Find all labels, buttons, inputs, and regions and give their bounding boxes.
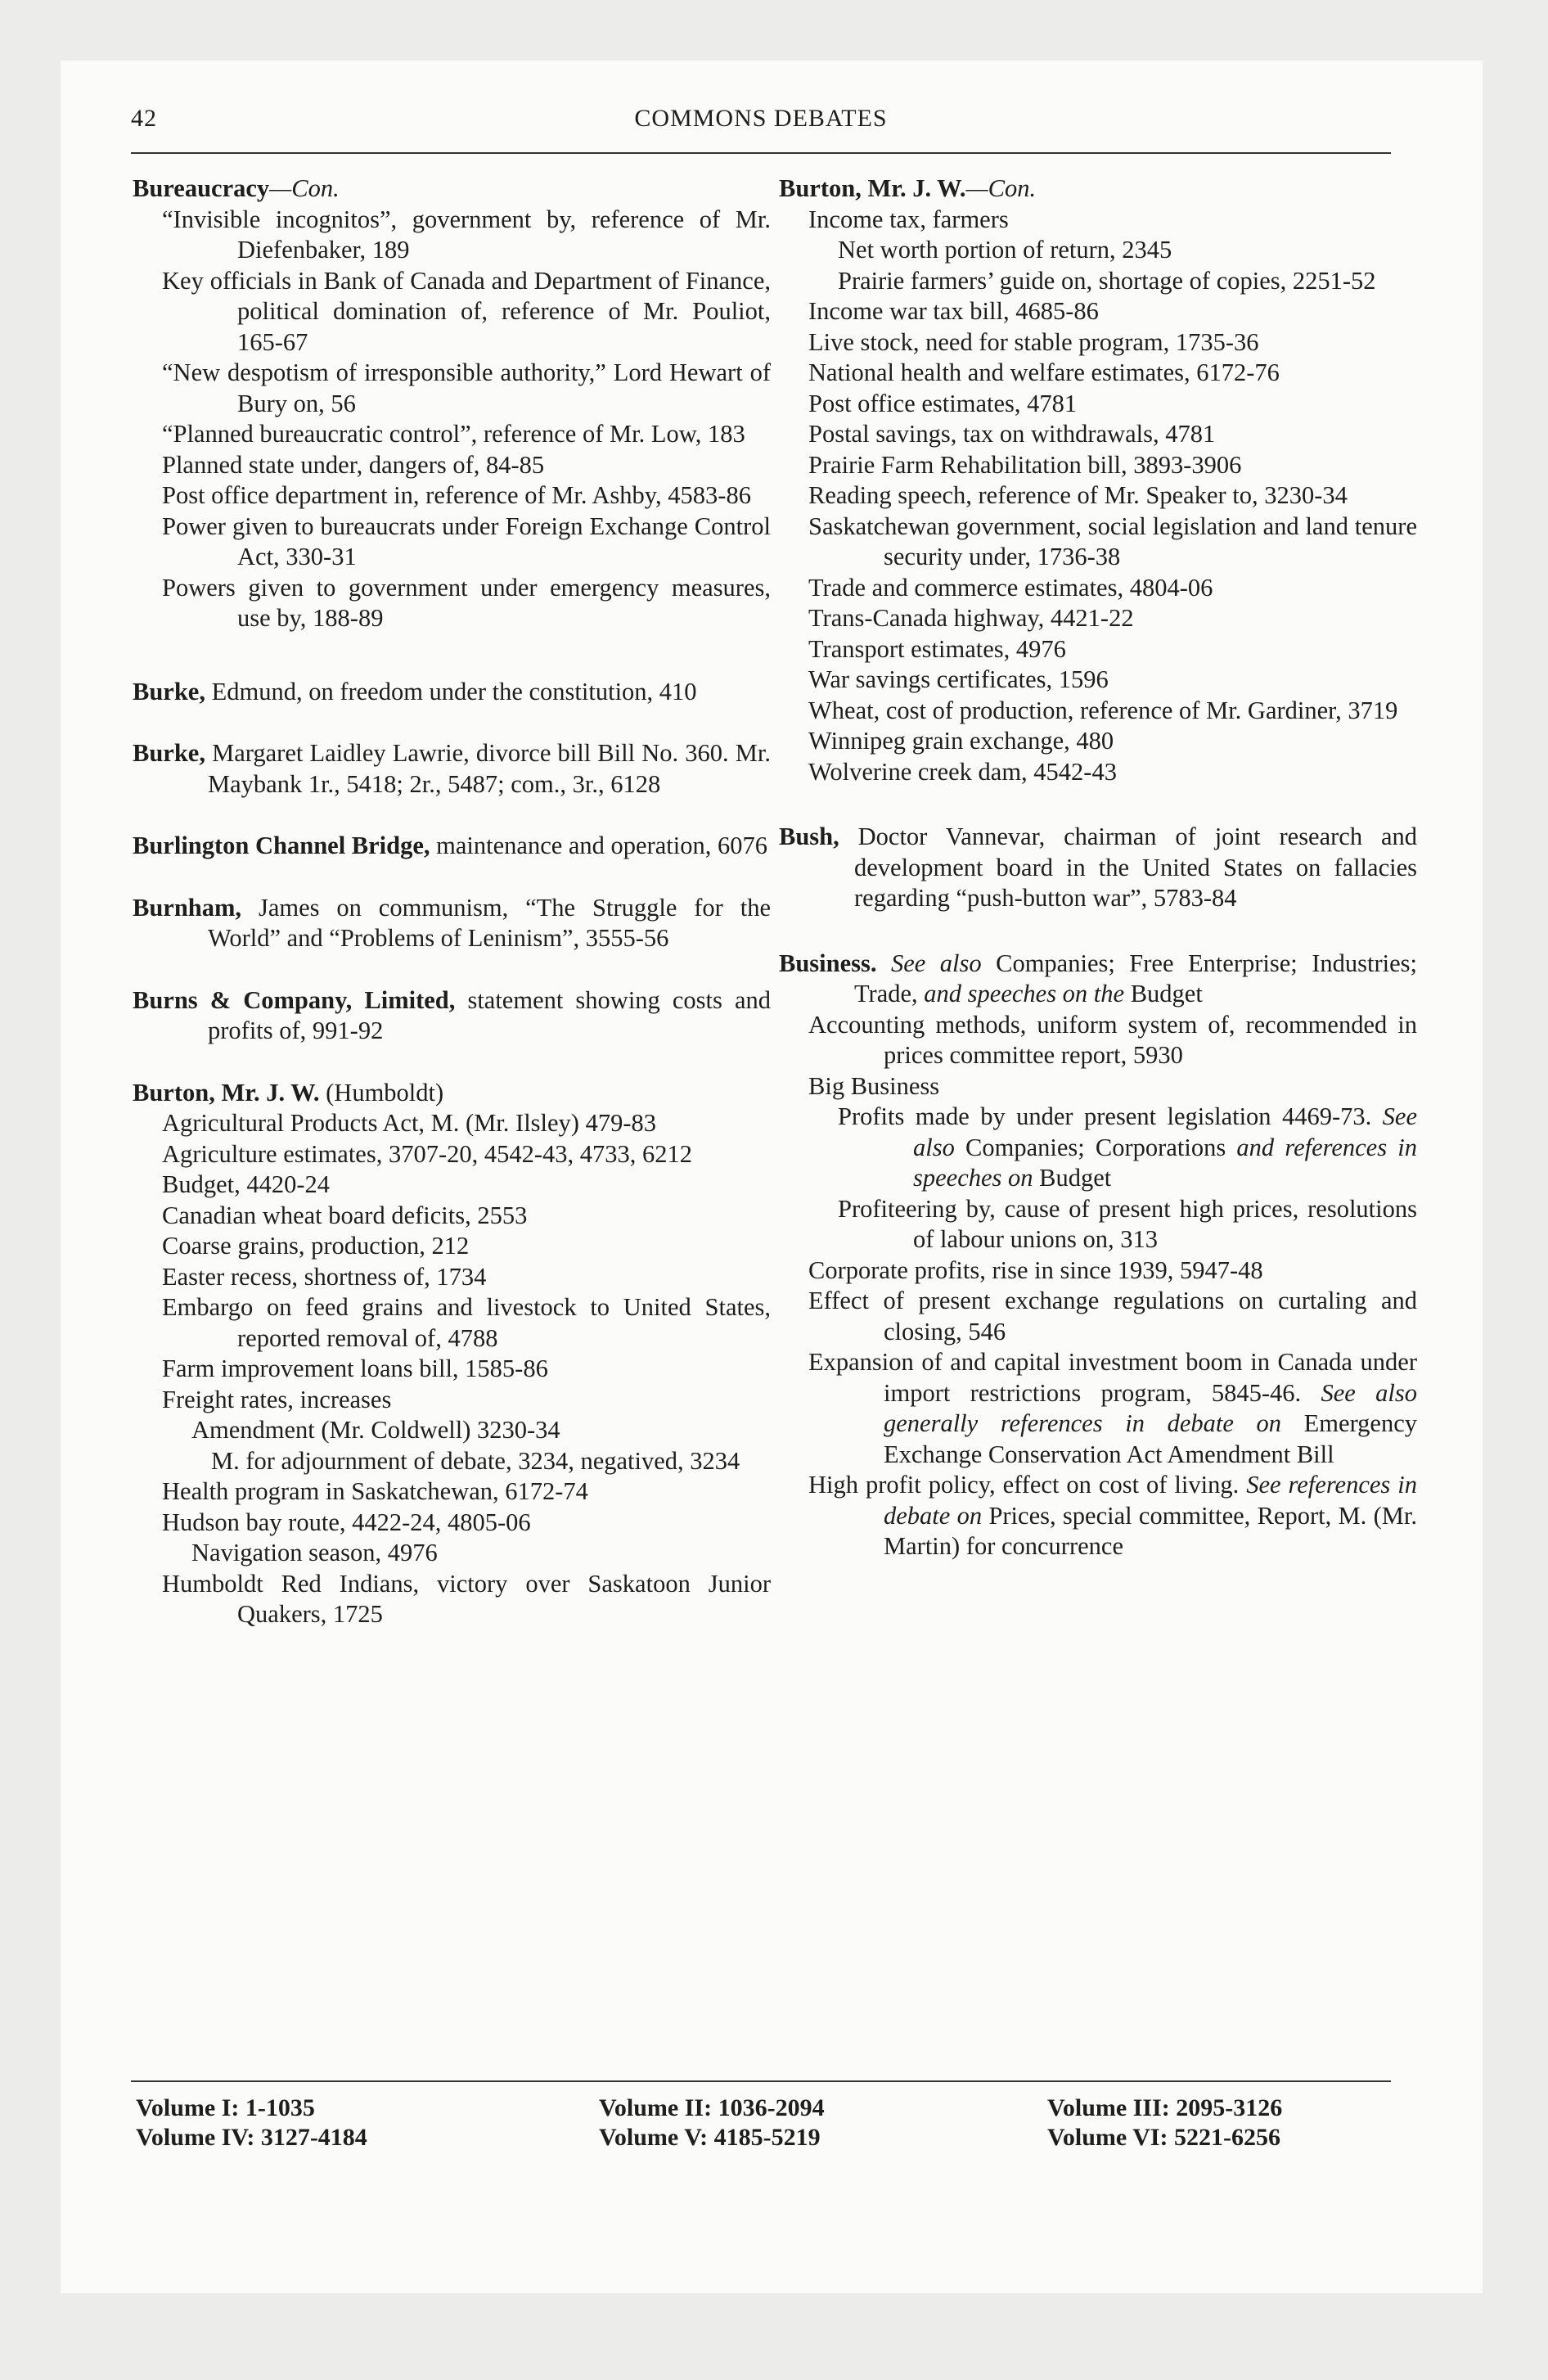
entry-text: Prices, special committee, Report, M. (Mr. Martin) for concurrence bbox=[884, 1501, 1417, 1560]
entry-text: Budget bbox=[1033, 1164, 1112, 1192]
footer-col-3 bbox=[1047, 2094, 1282, 2152]
index-entry-business bbox=[779, 949, 1417, 1562]
subentry: Agriculture estimates, 3707-20, 4542-43, 4733, 6212 bbox=[162, 1139, 693, 1168]
entry-text: statement showing costs and profits of, 991-92 bbox=[208, 985, 771, 1044]
index-entry-burton-continued bbox=[779, 174, 1417, 787]
entry-continued: —Con. bbox=[269, 174, 340, 202]
entry-heading: Burton, Mr. J. W. bbox=[779, 174, 966, 202]
subentry: Prairie farmers’ guide on, shortage of copies, 2251-52 bbox=[838, 266, 1376, 295]
subentry: Coarse grains, production, 212 bbox=[162, 1232, 470, 1260]
subentry: “Planned bureaucratic control”, reference of Mr. Low, 183 bbox=[162, 420, 745, 448]
subentry: Agricultural Products Act, M. (Mr. Ilsley) 479-83 bbox=[162, 1109, 656, 1137]
index-entry-burke-margaret bbox=[133, 738, 771, 800]
index-entry-burton bbox=[133, 1078, 771, 1630]
volume-footer bbox=[131, 2094, 1391, 2159]
subentry: M. for adjournment of debate, 3234, negatived, 3234 bbox=[211, 1446, 740, 1475]
subentry: Transport estimates, 4976 bbox=[808, 634, 1066, 663]
volume-range: Volume IV: 3127-4184 bbox=[136, 2124, 367, 2151]
subentry bbox=[779, 1347, 1417, 1470]
entry-italic: and references in speeches on bbox=[913, 1133, 1417, 1192]
subentry: Post office department in, reference of Mr. Ashby, 4583-86 bbox=[162, 481, 751, 509]
subentry: Income tax, farmers bbox=[808, 205, 1009, 233]
subentry-list bbox=[133, 1108, 771, 1630]
volume-range: Volume VI: 5221-6256 bbox=[1047, 2124, 1281, 2151]
index-entry-burns-company bbox=[133, 985, 771, 1047]
entry-text: Edmund, on freedom under the constitution, 410 bbox=[205, 677, 697, 705]
subentry: Profiteering by, cause of present high prices, resolutions of labour unions on, 313 bbox=[838, 1194, 1417, 1253]
entry-italic: See references in debate on bbox=[884, 1471, 1417, 1530]
subentry: Net worth portion of return, 2345 bbox=[838, 236, 1172, 264]
entry-text: Emergency Exchange Conservation Act Amendment Bill bbox=[884, 1409, 1417, 1468]
subentry: Live stock, need for stable program, 1735-36 bbox=[808, 327, 1259, 356]
entry-heading: Burlington Channel Bridge, bbox=[133, 832, 430, 859]
subentry: Reading speech, reference of Mr. Speaker to, 3230-34 bbox=[808, 481, 1348, 509]
entry-italic: See also generally references in debate on bbox=[884, 1378, 1417, 1437]
entry-constituency: (Humboldt) bbox=[319, 1078, 444, 1107]
subentry: Wolverine creek dam, 4542-43 bbox=[808, 757, 1117, 786]
entry-text: Margaret Laidley Lawrie, divorce bill Bill No. 360. Mr. Maybank 1r., 5418; 2r., 5487; com., 3r., 6128 bbox=[205, 739, 771, 798]
subentry: Embargo on feed grains and livestock to United States, reported removal of, 4788 bbox=[162, 1293, 771, 1352]
index-entry-burke-edmund bbox=[133, 677, 771, 708]
entry-text: Doctor Vannevar, chairman of joint research and development board in the United States on fallacies regarding “push-button war”, 5783-84 bbox=[839, 823, 1417, 912]
entry-text: Profits made by under present legislation 4469-73. bbox=[838, 1102, 1372, 1130]
subentry: Budget, 4420-24 bbox=[162, 1170, 331, 1198]
subentry: War savings certificates, 1596 bbox=[808, 665, 1109, 693]
subentry: Winnipeg grain exchange, 480 bbox=[808, 727, 1114, 755]
running-head bbox=[131, 105, 1391, 144]
index-entry-bureaucracy bbox=[133, 174, 771, 634]
subentry bbox=[779, 1102, 1417, 1194]
subentry: Easter recess, shortness of, 1734 bbox=[162, 1262, 487, 1291]
subentry: Big Business bbox=[808, 1071, 940, 1100]
index-entry-bush bbox=[779, 822, 1417, 914]
subentry: Prairie Farm Rehabilitation bill, 3893-3906 bbox=[808, 450, 1242, 479]
entry-heading: Burnham, bbox=[133, 893, 242, 922]
entry-heading: Burns & Company, Limited, bbox=[133, 985, 456, 1014]
entry-text: James on communism, “The Struggle for the World” and “Problems of Leninism”, 3555-56 bbox=[208, 893, 771, 952]
subentry: Post office estimates, 4781 bbox=[808, 389, 1078, 417]
see-also: See also bbox=[876, 949, 982, 977]
entry-text: maintenance and operation, 6076 bbox=[430, 832, 767, 859]
subentry: “New despotism of irresponsible authority,” Lord Hewart of Bury on, 56 bbox=[162, 358, 771, 417]
index-column-right bbox=[779, 174, 1417, 1562]
subentry: Amendment (Mr. Coldwell) 3230-34 bbox=[191, 1416, 560, 1444]
subentry: Canadian wheat board deficits, 2553 bbox=[162, 1201, 528, 1229]
entry-heading: Bush, bbox=[779, 823, 839, 850]
footer-col-2 bbox=[599, 2094, 825, 2152]
index-entry-burnham bbox=[133, 893, 771, 954]
subentry: Planned state under, dangers of, 84-85 bbox=[162, 450, 545, 479]
subentry: Income war tax bill, 4685-86 bbox=[808, 297, 1099, 325]
entry-heading: Burke, bbox=[133, 677, 205, 705]
entry-continued: —Con. bbox=[965, 174, 1037, 202]
subentry: Corporate profits, rise in since 1939, 5947-48 bbox=[808, 1255, 1263, 1284]
see-also: See also bbox=[913, 1102, 1417, 1161]
volume-range: Volume I: 1-1035 bbox=[136, 2094, 315, 2121]
entry-text: Companies; Corporations bbox=[954, 1133, 1226, 1161]
subentry: Wheat, cost of production, reference of Mr. Gardiner, 3719 bbox=[808, 696, 1398, 724]
entry-text: Expansion of and capital investment boom in Canada under import restrictions program, 5845-46. bbox=[808, 1348, 1417, 1407]
subentry: Navigation season, 4976 bbox=[191, 1539, 438, 1566]
index-entry-burlington-bridge bbox=[133, 831, 771, 862]
entry-heading: Burke, bbox=[133, 739, 205, 767]
footer-col-1 bbox=[136, 2094, 367, 2152]
subentry: Key officials in Bank of Canada and Department of Finance, political domination of, reference of Mr. Pouliot, 165-67 bbox=[162, 266, 771, 356]
entry-text: High profit policy, effect on cost of living. bbox=[808, 1471, 1240, 1499]
subentry: Trade and commerce estimates, 4804-06 bbox=[808, 573, 1213, 602]
subentry: Trans-Canada highway, 4421-22 bbox=[808, 604, 1134, 632]
subentry: Power given to bureaucrats under Foreign Exchange Control Act, 330-31 bbox=[162, 512, 771, 570]
volume-range: Volume II: 1036-2094 bbox=[599, 2094, 825, 2121]
subentry: “Invisible incognitos”, government by, reference of Mr. Diefenbaker, 189 bbox=[162, 205, 771, 264]
entry-heading: Business. bbox=[779, 949, 877, 977]
volume-range: Volume V: 4185-5219 bbox=[599, 2124, 821, 2151]
volume-range: Volume III: 2095-3126 bbox=[1047, 2094, 1283, 2121]
subentry bbox=[779, 1470, 1417, 1562]
subentry: Freight rates, increases bbox=[162, 1385, 392, 1413]
page-title: COMMONS DEBATES bbox=[634, 105, 888, 132]
subentry: National health and welfare estimates, 6172-76 bbox=[808, 358, 1280, 386]
index-column-left bbox=[133, 174, 771, 1630]
entry-text: Budget bbox=[1124, 980, 1203, 1007]
subentry: Effect of present exchange regulations on curtaling and closing, 546 bbox=[808, 1287, 1417, 1346]
subentry: Postal savings, tax on withdrawals, 4781 bbox=[808, 420, 1216, 448]
subentry: Powers given to government under emergency measures, use by, 188-89 bbox=[162, 573, 771, 632]
entry-text: Companies; Free Enterprise; Industries; Trade, bbox=[854, 949, 1418, 1007]
subentry-list bbox=[779, 205, 1417, 788]
entry-italic: and speeches on the bbox=[917, 980, 1125, 1007]
entry-heading: Bureaucracy bbox=[133, 174, 270, 202]
subentry: Health program in Saskatchewan, 6172-74 bbox=[162, 1477, 588, 1505]
page-number: 42 bbox=[131, 105, 157, 132]
footer-rule bbox=[131, 2080, 1391, 2082]
header-rule bbox=[131, 152, 1391, 154]
subentry: Humboldt Red Indians, victory over Saskatoon Junior Quakers, 1725 bbox=[162, 1569, 771, 1628]
entry-heading: Burton, Mr. J. W. bbox=[133, 1078, 320, 1107]
subentry: Hudson bay route, 4422-24, 4805-06 bbox=[162, 1508, 531, 1536]
subentry: Farm improvement loans bill, 1585-86 bbox=[162, 1355, 548, 1382]
subentry: Accounting methods, uniform system of, recommended in prices committee report, 5930 bbox=[808, 1010, 1417, 1069]
subentry: Saskatchewan government, social legislation and land tenure security under, 1736-38 bbox=[808, 512, 1417, 570]
